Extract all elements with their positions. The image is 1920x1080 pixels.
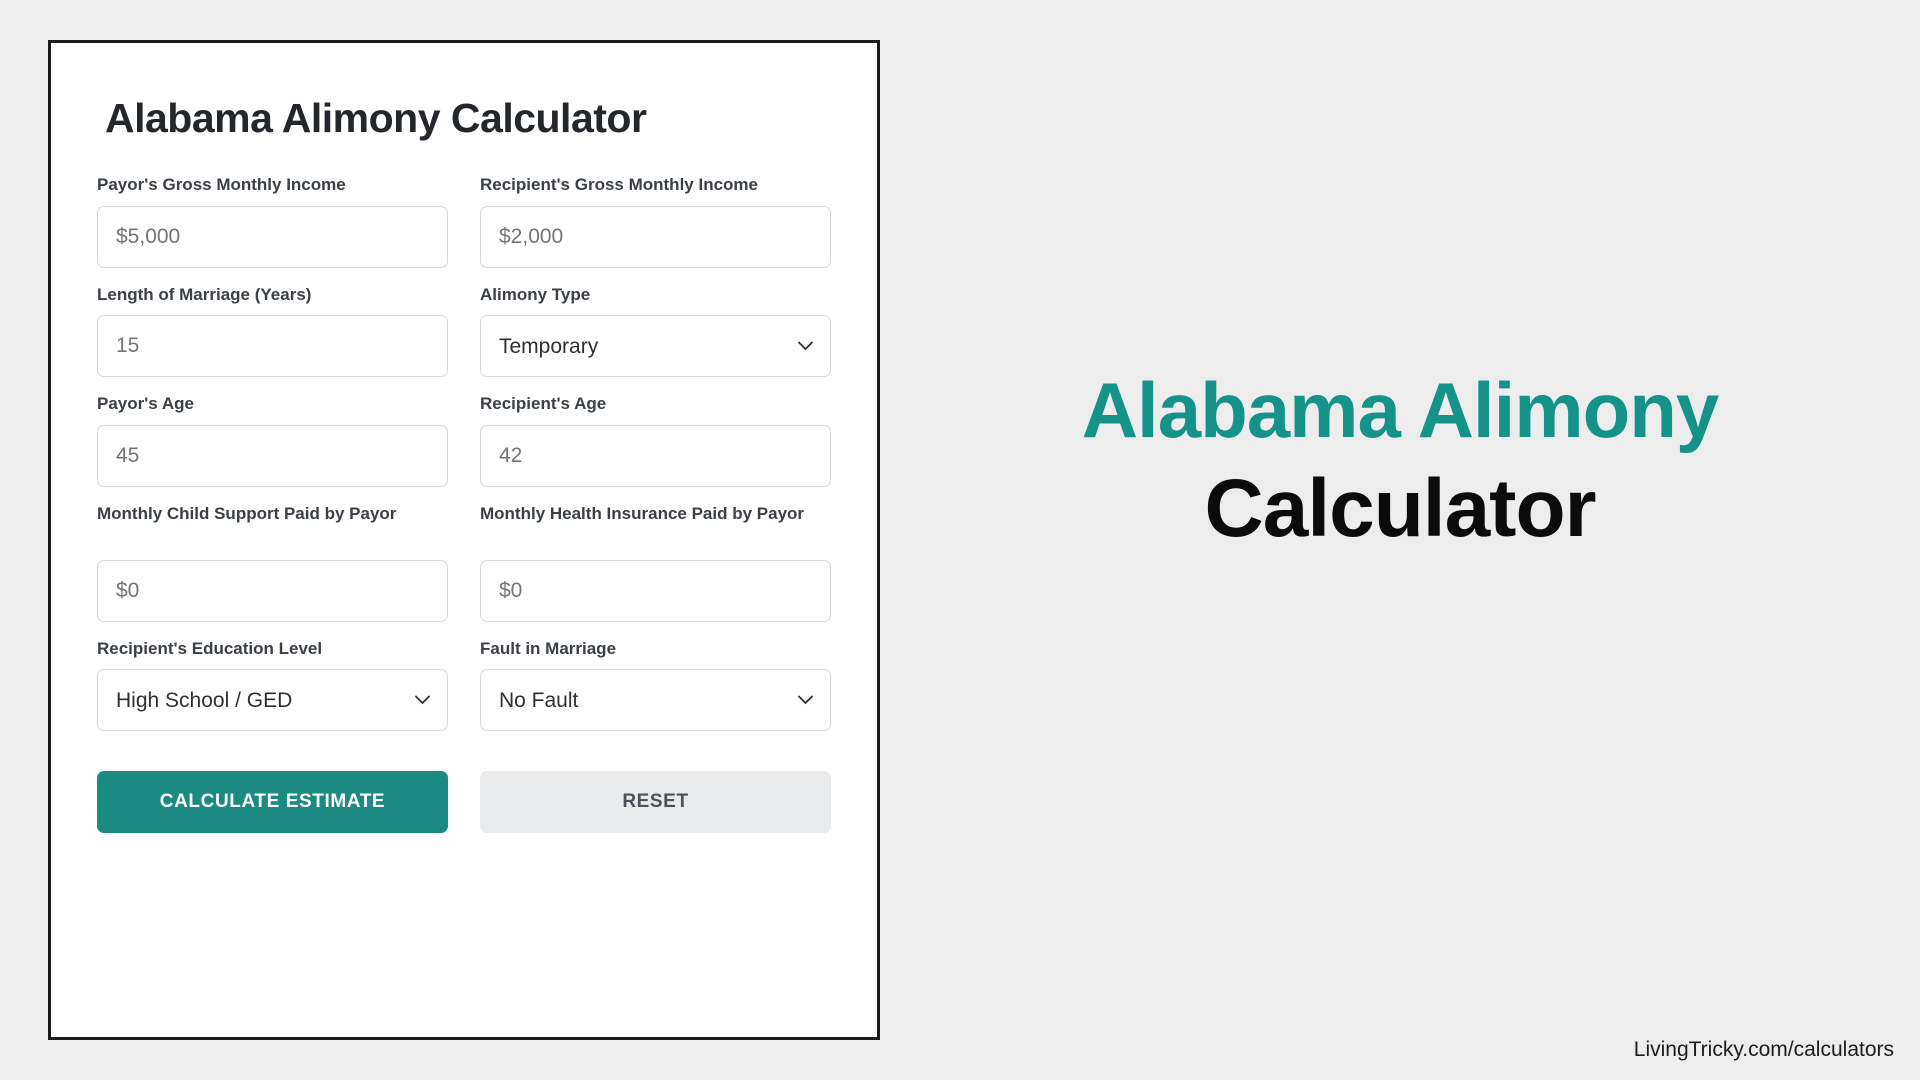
input-length-of-marriage[interactable] (97, 315, 448, 377)
hero-line-2: Calculator (1204, 462, 1596, 554)
reset-button[interactable]: RESET (480, 771, 831, 833)
field-monthly-health-insurance (480, 501, 831, 622)
input-payor-gross-monthly-income[interactable] (97, 206, 448, 268)
select-alimony-type[interactable] (480, 315, 831, 377)
label-payor-age: Payor's Age (97, 394, 194, 413)
input-recipient-gross-monthly-income[interactable] (480, 206, 831, 268)
field-monthly-child-support (97, 501, 448, 622)
input-monthly-health-insurance[interactable] (480, 560, 831, 622)
label-recipient-age: Recipient's Age (480, 394, 607, 413)
label-length-of-marriage: Length of Marriage (Years) (97, 284, 312, 304)
label-recipient-education-level: Recipient's Education Level (97, 638, 323, 658)
field-recipient-education-level (97, 636, 448, 732)
field-alimony-type (480, 282, 831, 378)
calculator-form (97, 172, 831, 745)
input-recipient-age[interactable] (480, 425, 831, 487)
select-wrap-alimony-type (480, 315, 831, 377)
field-recipient-age (480, 391, 831, 487)
hero-line-1: Alabama Alimony (1081, 366, 1719, 454)
button-row (97, 771, 831, 833)
field-length-of-marriage (97, 282, 448, 378)
select-fault-in-marriage[interactable] (480, 669, 831, 731)
label-monthly-child-support: Monthly Child Support Paid by Payor (97, 503, 397, 523)
label-monthly-health-insurance: Monthly Health Insurance Paid by Payor (480, 503, 805, 523)
label-payor-gross-monthly-income: Payor's Gross Monthly Income (97, 175, 346, 194)
select-recipient-education-level[interactable] (97, 669, 448, 731)
footer-url: LivingTricky.com/calculators (1633, 1038, 1894, 1061)
alimony-calculator-card (48, 40, 880, 1040)
label-fault-in-marriage: Fault in Marriage (480, 638, 617, 658)
label-alimony-type: Alimony Type (480, 284, 591, 304)
field-fault-in-marriage (480, 636, 831, 732)
field-payor-gross-monthly-income (97, 172, 448, 268)
hero-heading (900, 366, 1900, 556)
page-title: Alabama Alimony Calculator (105, 95, 647, 141)
input-monthly-child-support[interactable] (97, 560, 448, 622)
field-recipient-gross-monthly-income (480, 172, 831, 268)
select-wrap-recipient-education-level (97, 669, 448, 731)
label-recipient-gross-monthly-income: Recipient's Gross Monthly Income (480, 175, 758, 194)
calculate-estimate-button[interactable]: CALCULATE ESTIMATE (97, 771, 448, 833)
field-payor-age (97, 391, 448, 487)
input-payor-age[interactable] (97, 425, 448, 487)
select-wrap-fault-in-marriage (480, 669, 831, 731)
